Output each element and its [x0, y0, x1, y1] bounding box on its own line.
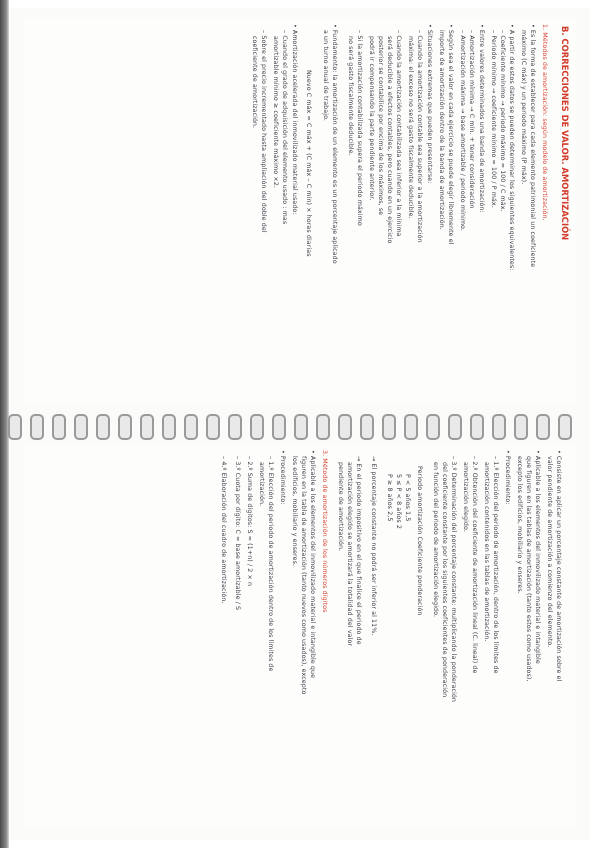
note-line: del coeficiente constante por los siguientes coeficientes de ponderación [441, 462, 448, 698]
note-line: • Situaciones extremas que pueden presentarse: [426, 24, 433, 184]
notebook-spread [10, 8, 590, 840]
note-line: importe de amortización dentro de la banda de amortización. [438, 30, 445, 230]
note-line: • Entre valores determinados una banda de amortización: [478, 24, 485, 213]
spiral-ring [404, 414, 418, 440]
note-line: amortización elegido se amortizará la totalidad del valor [346, 462, 353, 647]
note-line: • Aplicable a los elementos del inmovilizado material e intangible que [309, 450, 316, 679]
note-line: Periodo amortización Coeficiente ponderación [416, 466, 423, 616]
spiral-ring [470, 414, 484, 440]
spiral-ring [338, 414, 352, 440]
note-line: – 3.º Cuota por dígito: C = base amortizable / S [234, 456, 241, 611]
note-line: • Según sea el valor en cada ejercicio se puede elegir libremente el [447, 24, 454, 245]
note-line: – Cuando la amortización contable sea superior a la amortización [416, 30, 423, 243]
note-line: máxima: el exceso no será gasto fiscalmente deducible. [407, 36, 414, 219]
spiral-binding [10, 412, 590, 438]
note-line: – Si la amortización contabilizada supera el periodo máximo [356, 30, 363, 226]
note-line: amortización elegido. [462, 462, 469, 532]
note-line: • Procedimiento: [279, 450, 286, 505]
note-line: 5 ≤ P < 8 años 2 [395, 474, 402, 529]
note-line: amortización. [258, 462, 265, 507]
note-line: valor pendiente de amortización a comienzo del elemento. [546, 456, 553, 648]
left-page [24, 18, 576, 402]
note-line: a un turno anual de trabajo. [322, 30, 329, 122]
note-line: figuren en la tabla de amortización (tanto nuevos como usados), excepto [300, 456, 307, 695]
spiral-ring [382, 414, 396, 440]
spiral-ring [96, 414, 110, 440]
spiral-ring [250, 414, 264, 440]
right-page [24, 444, 576, 828]
note-line: coeficiente de amortización. [251, 36, 258, 129]
note-line: que figuren en las tablas de amortización (tanto estos como usados), [525, 456, 532, 682]
note-line: 3. Método de amortización de los números dígitos [321, 450, 328, 613]
note-line: será deducible a efectos contables, pero cuando en un ejercicio [386, 36, 393, 244]
spiral-ring [492, 414, 506, 440]
note-line: • Fundamento: la amortización de un elemento es un porcentaje aplicado [331, 24, 338, 264]
note-line: – 1.º Elección del periodo de amortización, dentro de los límites de [492, 456, 499, 674]
note-line: – 2.º Obtención del coeficiente de amortización lineal (C. lineal) de [471, 456, 478, 674]
note-line: posterior se contabilice por encima de los máximos, se [377, 36, 384, 216]
spiral-ring [536, 414, 550, 440]
spiral-ring [272, 414, 286, 440]
spiral-ring [52, 414, 66, 440]
spiral-ring [30, 414, 44, 440]
note-line: podrá ir compensando la parte pendiente anterior. [368, 36, 375, 201]
note-line: pendiente de amortización. [337, 462, 344, 552]
spiral-ring [558, 414, 572, 440]
note-line: Nuevo C máx = C máx + (C máx – C mín) × horas diarias [305, 70, 312, 257]
note-line: en función del periodo de amortización elegido. [432, 462, 439, 618]
spiral-ring [118, 414, 132, 440]
spiral-ring [74, 414, 88, 440]
spiral-ring [294, 414, 308, 440]
note-line: amortizable mínimo ≥ coeficiente máximo ×2. [272, 36, 279, 188]
note-line: 1. Métodos de amortización: según modelo de amortización. [541, 24, 548, 221]
note-line: • Amortización acelerada del inmovilizado material usado: [291, 24, 298, 215]
spiral-ring [228, 414, 242, 440]
note-line: – Coeficiente mínimo → periodo máximo = 100 / C máx. [499, 30, 506, 212]
note-line: • Procedimiento: [504, 450, 511, 505]
note-line: – Amortización mínima → C mín. + tener consideración [468, 30, 475, 209]
note-line: – 1.º Elección del periodo de amortización dentro de los límites de [267, 456, 274, 672]
spiral-ring [184, 414, 198, 440]
note-line: P < 5 años 1,5 [404, 474, 411, 522]
note-line: máximo (C máx) y un periodo máximo (P máx). [520, 30, 527, 185]
spiral-ring [426, 414, 440, 440]
note-line: • Es la forma de establecer para cada elemento patrimonial un coeficiente [529, 24, 536, 268]
note-line: – Sobre el precio incrementado hasta ampliación del doble del [260, 30, 267, 233]
note-line: no será gasto fiscalmente deducible. [347, 36, 354, 156]
note-line: – 2.º Suma de dígitos: S = (1+n) / 2 × n [246, 456, 253, 587]
section-title: B. CORRECCIONES DE VALOR. AMORTIZACIÓN [560, 26, 570, 241]
note-line: • Aplicable a los elementos del inmovilizado material e intangible [534, 450, 541, 664]
spiral-ring [206, 414, 220, 440]
note-line: – Cuando la amortización contabilizada sea inferior a la mínima [395, 30, 402, 237]
note-line: – 3.º Determinación del porcentaje constante: multiplicando la ponderación [450, 456, 457, 703]
note-line: los edificios, mobiliario y enseres. [291, 456, 298, 567]
spiral-ring [514, 414, 528, 440]
note-line: – Amortización máxima → base amortizable / periodo mínimo. [459, 30, 466, 231]
note-line: – Periodo mínimo → coeficiente mínimo = 100 / P máx. [490, 30, 497, 208]
note-line: • A partir de estos datos se pueden determinar los siguientes equivalentes: [508, 24, 515, 271]
note-line: excepto los edificios, mobiliario y enseres. [516, 456, 523, 594]
note-line: amortización contenidos en las tablas de amortización. [483, 462, 490, 642]
spiral-ring [316, 414, 330, 440]
spiral-ring [8, 414, 22, 440]
note-line: • Consiste en aplicar un porcentaje constante de amortización sobre el [555, 450, 562, 682]
note-line: – Cuando el grado de adquisición del elemento usado : mas [281, 30, 288, 225]
note-line: – 4.º Elaboración del cuadro de amortización. [220, 456, 227, 604]
note-line: → El porcentaje constante no podrá ser inferior al 11%. [370, 456, 377, 636]
spiral-ring [140, 414, 154, 440]
note-line: → En el periodo impositivo en el que finalice el periodo de [355, 456, 362, 645]
spiral-ring [360, 414, 374, 440]
note-line: P ≥ 8 años 2,5 [386, 474, 393, 522]
spiral-ring [162, 414, 176, 440]
spiral-ring [448, 414, 462, 440]
